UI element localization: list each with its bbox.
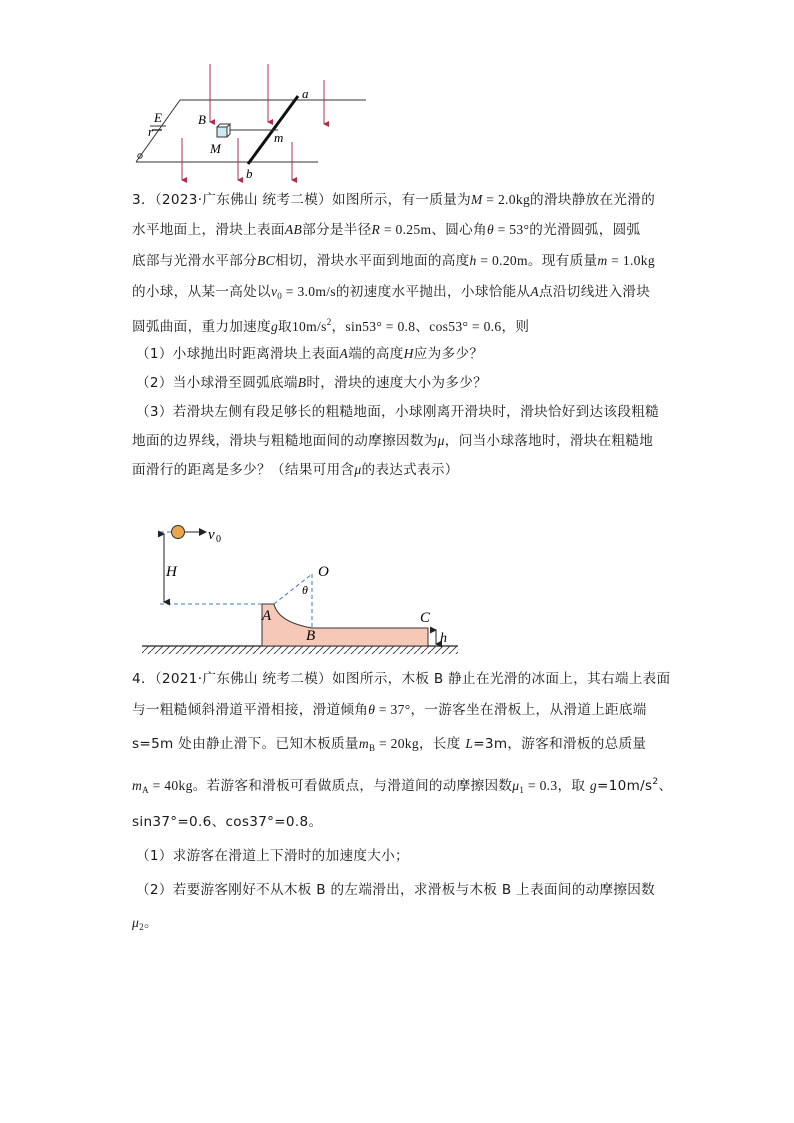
label-B: B <box>306 628 316 644</box>
q3-text: 。现有质量 <box>527 253 598 269</box>
sliding-block <box>262 604 428 646</box>
q4-text: 。若游客和滑板可看做质点，与滑道间的动摩擦因数 <box>192 778 513 794</box>
q3-text: （1）小球抛出时距离滑块上表面 <box>136 346 340 362</box>
q3-text: 的表达式表示） <box>361 462 459 478</box>
q3-v0-symbol: v <box>270 284 278 299</box>
q4-text: （2）若要游客刚好不从木板 B 的左端滑出，求滑板与木板 B 上表面间的动摩擦因数 <box>136 882 656 898</box>
q3-number: 3． <box>132 192 155 208</box>
q3-segment-bc: BC <box>257 253 276 268</box>
q3-text: 的滑块静放在光滑的 <box>530 192 656 208</box>
rails-magnetic-field-figure <box>128 62 378 184</box>
q3-g-exponent: 2 <box>326 317 332 327</box>
label-O: O <box>318 564 329 580</box>
q3-text: ， <box>331 319 346 335</box>
q3-text: 时，滑块的速度大小为多少？ <box>306 375 488 391</box>
q4-length-symbol: L <box>465 736 474 751</box>
label-v0-subscript: 0 <box>216 534 221 545</box>
q3-text: 如图所示，有一质量为 <box>332 192 471 208</box>
label-v0: v <box>208 527 215 543</box>
q3-part-3-line-2 <box>132 431 653 451</box>
q3-text: 水平地面上，滑块上表面 <box>132 222 285 238</box>
label-b: b <box>246 166 253 181</box>
q3-text: 点沿切线进入滑块 <box>539 284 651 300</box>
q3-point-a: A <box>530 284 540 299</box>
q4-text: =10m/s <box>597 778 653 794</box>
q4-number: 4． <box>132 671 155 687</box>
label-M: M <box>210 141 221 156</box>
q3-text: 底部与光滑水平部分 <box>132 253 258 269</box>
q4-source: （2021·广东佛山 统考二模） <box>154 671 333 687</box>
q4-text: ，一游客坐在滑板上，从滑道上距底端 <box>410 702 647 718</box>
q3-text: （3）若滑块左侧有段足够长的粗糙地面，小球刚离开滑块时，滑块恰好到达该段粗糙 <box>136 404 660 420</box>
q4-mb-symbol: m <box>358 736 369 751</box>
q4-mu2-symbol: μ <box>132 915 140 930</box>
q3-text: 的光滑圆弧，圆弧 <box>529 222 641 238</box>
q3-text: 的初速度水平抛出，小球恰能从 <box>335 284 531 300</box>
q3-text: 面滑行的距离是多少？（结果可用含 <box>132 462 355 478</box>
q4-mu1-value: = 0.3 <box>524 778 558 793</box>
q3-mu-symbol: μ <box>354 462 362 477</box>
q3-text: 的小球，从某一高处以 <box>132 284 271 300</box>
q3-point-a: A <box>339 346 349 361</box>
q3-line-3 <box>132 251 655 271</box>
label-H: H <box>166 564 177 580</box>
ball <box>172 526 185 539</box>
q3-v0-value: = 3.0m/s <box>282 284 336 299</box>
q4-part-2 <box>136 880 655 900</box>
q4-text: 、 <box>658 778 673 794</box>
q3-line-5 <box>132 312 529 337</box>
q3-line-4 <box>132 282 650 306</box>
q3-line-1 <box>132 190 655 210</box>
q3-line-2 <box>132 220 640 240</box>
q4-theta-symbol: θ <box>368 702 376 717</box>
q4-mu1-subscript: 1 <box>519 785 525 795</box>
label-B: B <box>198 112 206 127</box>
q4-line-1 <box>132 669 670 689</box>
q3-mass-value: = 2.0kg <box>482 192 531 207</box>
q4-ma-symbol: m <box>132 778 143 793</box>
q3-text: 端的高度 <box>348 346 404 362</box>
q3-part-3-line-1 <box>136 402 659 422</box>
q4-ma-subscript: A <box>142 785 149 795</box>
q4-mu1-symbol: μ <box>512 778 520 793</box>
q3-ball-mass-value: = 1.0kg <box>607 253 655 268</box>
q4-line-5 <box>132 812 322 832</box>
q4-mb-subscript: B <box>368 743 376 753</box>
q3-height-value: = 0.20m <box>476 253 528 268</box>
q4-text: sin37°=0.6、cos37°=0.8。 <box>132 814 323 830</box>
q4-line-4 <box>132 772 672 800</box>
q3-radius-value: = 0.25m <box>380 222 432 237</box>
q4-text: 与一粗糙倾斜滑道平滑相接，滑道倾角 <box>132 702 369 718</box>
q3-text: 相切，滑块水平面到地面的高度 <box>275 253 470 269</box>
q3-height-H: H <box>403 346 414 361</box>
label-E: E <box>154 110 162 125</box>
q3-v0-subscript: 0 <box>277 291 283 301</box>
q3-part-3-line-3 <box>132 460 459 480</box>
q3-text: ，则 <box>501 319 530 335</box>
q4-line-2 <box>132 700 647 720</box>
q4-text: ，长度 <box>419 736 466 752</box>
label-m: m <box>274 130 284 145</box>
q4-text: s=5m 处由静止滑下。已知木板质量 <box>132 736 359 752</box>
q4-ma-value: = 40kg <box>148 778 193 793</box>
q4-text: 如图所示，木板 B 静止在光滑的冰面上，其右端上表面 <box>332 671 671 687</box>
q3-source: （2023·广东佛山 统考二模） <box>154 192 333 208</box>
q3-theta-value: = 53° <box>493 222 530 237</box>
q4-text: 。 <box>143 915 158 931</box>
q4-g-symbol: g <box>589 778 597 793</box>
q4-mb-value: = 20kg <box>375 736 420 751</box>
label-A: A <box>262 608 272 624</box>
q3-mass-symbol: M <box>470 192 483 207</box>
projectile-block-figure <box>130 518 466 658</box>
label-h: h <box>440 631 447 646</box>
q4-part-1 <box>136 846 409 866</box>
q3-text: 、圆心角 <box>431 222 487 238</box>
q3-trig-values: sin53° = 0.8、cos53° = 0.6 <box>345 319 502 334</box>
q3-text: 地面的边界线，滑块与粗糙地面间的动摩擦因数为 <box>132 433 438 449</box>
q3-point-b: B <box>297 375 307 390</box>
q3-ball-mass-symbol: m <box>597 253 608 268</box>
q4-g-exponent: 2 <box>652 777 659 787</box>
q3-part-1 <box>136 344 483 364</box>
q3-height-symbol: h <box>469 253 477 268</box>
q4-theta-value: = 37° <box>375 702 411 717</box>
label-theta: θ <box>302 583 308 597</box>
label-a: a <box>302 86 309 101</box>
q3-text: 圆弧曲面，重力加速度 <box>132 319 271 335</box>
label-C: C <box>420 610 431 626</box>
q3-theta-symbol: θ <box>486 222 494 237</box>
q3-arc-ab: AB <box>284 222 303 237</box>
q4-part-2-end <box>132 913 158 937</box>
q3-text: ，问当小球落地时，滑块在粗糙地 <box>444 433 654 449</box>
q4-text: =3m，游客和滑板的总质量 <box>473 736 647 752</box>
q3-g-symbol: g <box>270 319 279 334</box>
q3-part-2 <box>136 373 487 393</box>
q3-mu-symbol: μ <box>437 433 445 448</box>
label-r: r <box>148 124 154 139</box>
q4-text: （1）求游客在滑道上下滑时的加速度大小； <box>136 848 409 864</box>
q3-text: （2）当小球滑至圆弧底端 <box>136 375 298 391</box>
q3-text: 取 <box>278 319 292 335</box>
q3-text: 应为多少？ <box>413 346 484 362</box>
q3-text: 部分是半径 <box>302 222 372 238</box>
q3-g-value: 10m/s <box>291 319 327 334</box>
q4-line-3 <box>132 734 646 758</box>
q3-radius-symbol: R <box>371 222 381 237</box>
q4-text: ，取 <box>557 778 590 794</box>
q4-mu2-subscript: 2 <box>139 922 144 932</box>
